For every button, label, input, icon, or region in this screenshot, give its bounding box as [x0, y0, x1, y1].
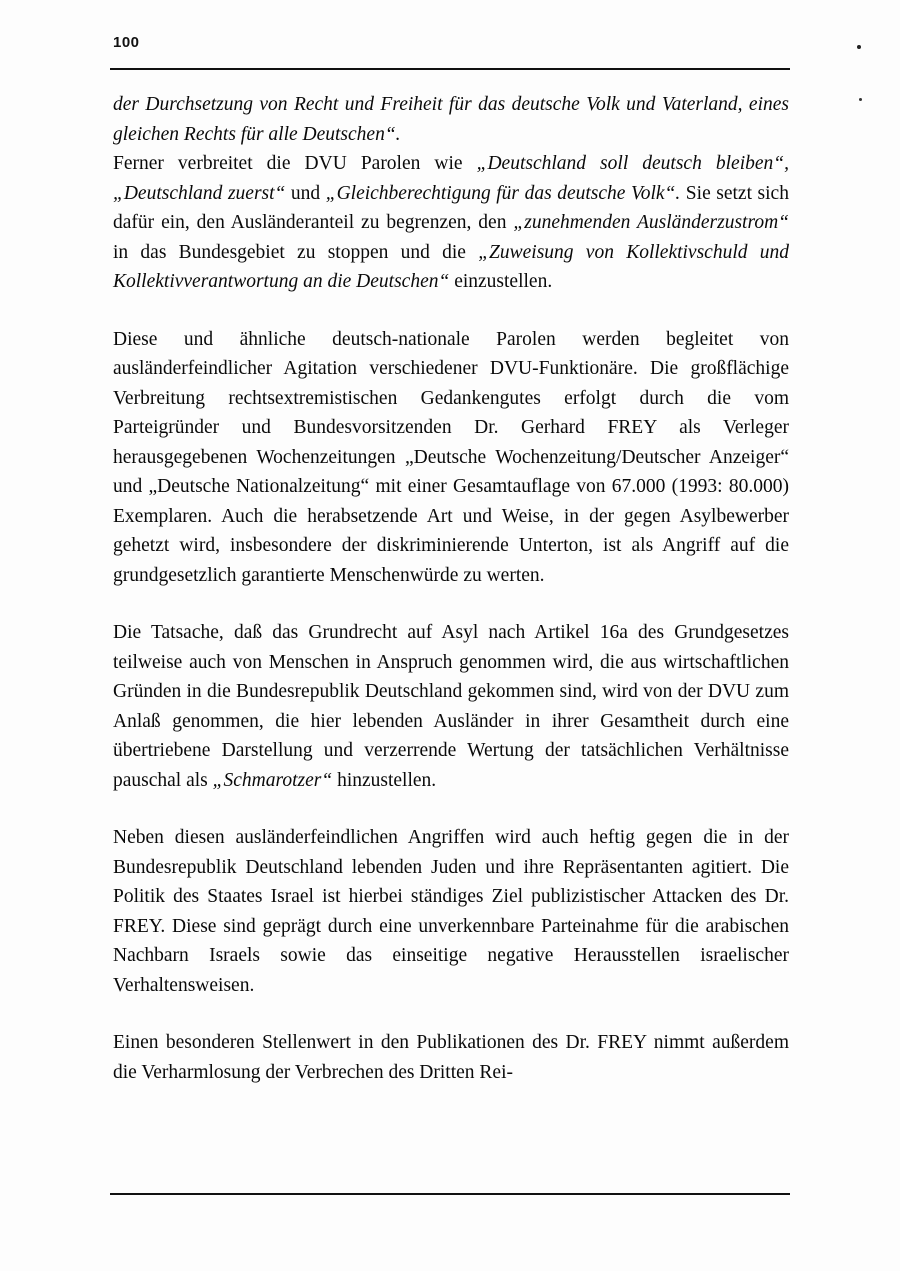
para-deutsch-nationale-parolen-run-0: Diese und ähnliche deutsch-nationale Parolen werden begleitet von ausländerfeindlicher Agitation verschiedener DVU-Funktionäre. Die großflächige Verbreitung rechtsextremistischen Gedankengutes erfolgt durch die vom Parteigründer und Bundesvorsitzenden Dr. Gerhard FREY als Verleger herausgegebenen Wochenzeitungen „Deutsche Wochenzeitung/Deutscher Anzeiger“ und „Deutsche Nationalzeitung“ mit einer Gesamtauflage von 67.000 (1993: 80.000) Exemplaren. Auch die herabsetzende Art und Weise, in der gegen Asylbewerber gehetzt wird, insbesondere der diskriminierende Unterton, ist als Angriff auf die grundgesetzlich garantierte Menschenwürde zu werten. — [113, 328, 789, 586]
paragraph-list — [113, 90, 789, 1087]
para-asyl-artikel-16a-run-0: Die Tatsache, daß das Grundrecht auf Asyl nach Artikel 16a des Grundgesetzes teilweise auch von Menschen in Anspruch genommen wird, die aus wirtschaftlichen Gründen in die Bundesrepublik Deutschland gekommen sind, wird von der DVU zum Anlaß genommen, die hier lebenden Ausländer in ihrer Gesamtheit durch eine übertriebene Darstellung und verzerrende Wertung der tatsächlichen Verhältnisse pauschal als — [113, 622, 789, 791]
para-dvu-parolen-run-0: Ferner verbreitet die DVU Parolen wie — [113, 153, 477, 174]
para-verharmlosung — [113, 1028, 789, 1087]
para-quote-continuation — [113, 90, 789, 149]
para-asyl-artikel-16a-run-1: „Schmarotzer“ — [212, 769, 333, 791]
para-deutsch-nationale-parolen — [113, 325, 789, 591]
para-dvu-parolen-run-3: „Gleichberechtigung für das deutsche Volk“. — [325, 182, 681, 204]
para-dvu-parolen-run-6: in das Bundesgebiet zu stoppen und die — [113, 241, 479, 263]
para-dvu-parolen — [113, 149, 789, 297]
para-antisemitische-agitation-run-0: Neben diesen ausländerfeindlichen Angriffen wird auch heftig gegen die in der Bundesrepublik Deutschland lebenden Juden und ihre Repräsentanten agitiert. Die Politik des Staates Israel ist hierbei ständiges Ziel publizistischer Attacken des Dr. FREY. Diese sind geprägt durch eine unverkennbare Parteinahme für die arabischen Nachbarn Israels sowie das einseitige negative Herausstellen israelischer Verhaltensweisen. — [113, 827, 789, 996]
para-asyl-artikel-16a-run-2: hinzustellen. — [332, 769, 437, 791]
para-dvu-parolen-run-1: „Deutschland soll deutsch bleiben“, „Deutschland zuerst“ — [113, 153, 789, 204]
header-rule — [110, 68, 790, 70]
para-antisemitische-agitation — [113, 823, 789, 1000]
corner-mark-icon — [857, 45, 861, 49]
page-number: 100 — [113, 34, 140, 51]
para-dvu-parolen-run-8: einzustellen. — [449, 271, 553, 292]
para-verharmlosung-run-0: Einen besonderen Stellenwert in den Publikationen des Dr. FREY nimmt außerdem die Verharmlosung der Verbrechen des Dritten Rei- — [113, 1032, 789, 1083]
body-text-column — [113, 90, 789, 1087]
footer-rule — [110, 1193, 790, 1195]
para-asyl-artikel-16a — [113, 618, 789, 795]
para-quote-continuation-run-0: der Durchsetzung von Recht und Freiheit für das deutsche Volk und Vaterland, eines gleichen Rechts für alle Deutschen“. — [113, 94, 789, 145]
para-dvu-parolen-run-2: und — [285, 182, 326, 204]
para-dvu-parolen-run-5: „zunehmenden Ausländerzustrom“ — [513, 212, 789, 233]
margin-mark-icon — [859, 98, 862, 101]
para-dvu-parolen-run-4: Sie setzt sich dafür ein, den Ausländeranteil zu begrenzen, den — [113, 182, 789, 233]
para-dvu-parolen-run-7: „Zuweisung von Kollektivschuld und Kollektivverantwortung an die Deutschen“ — [113, 241, 789, 292]
